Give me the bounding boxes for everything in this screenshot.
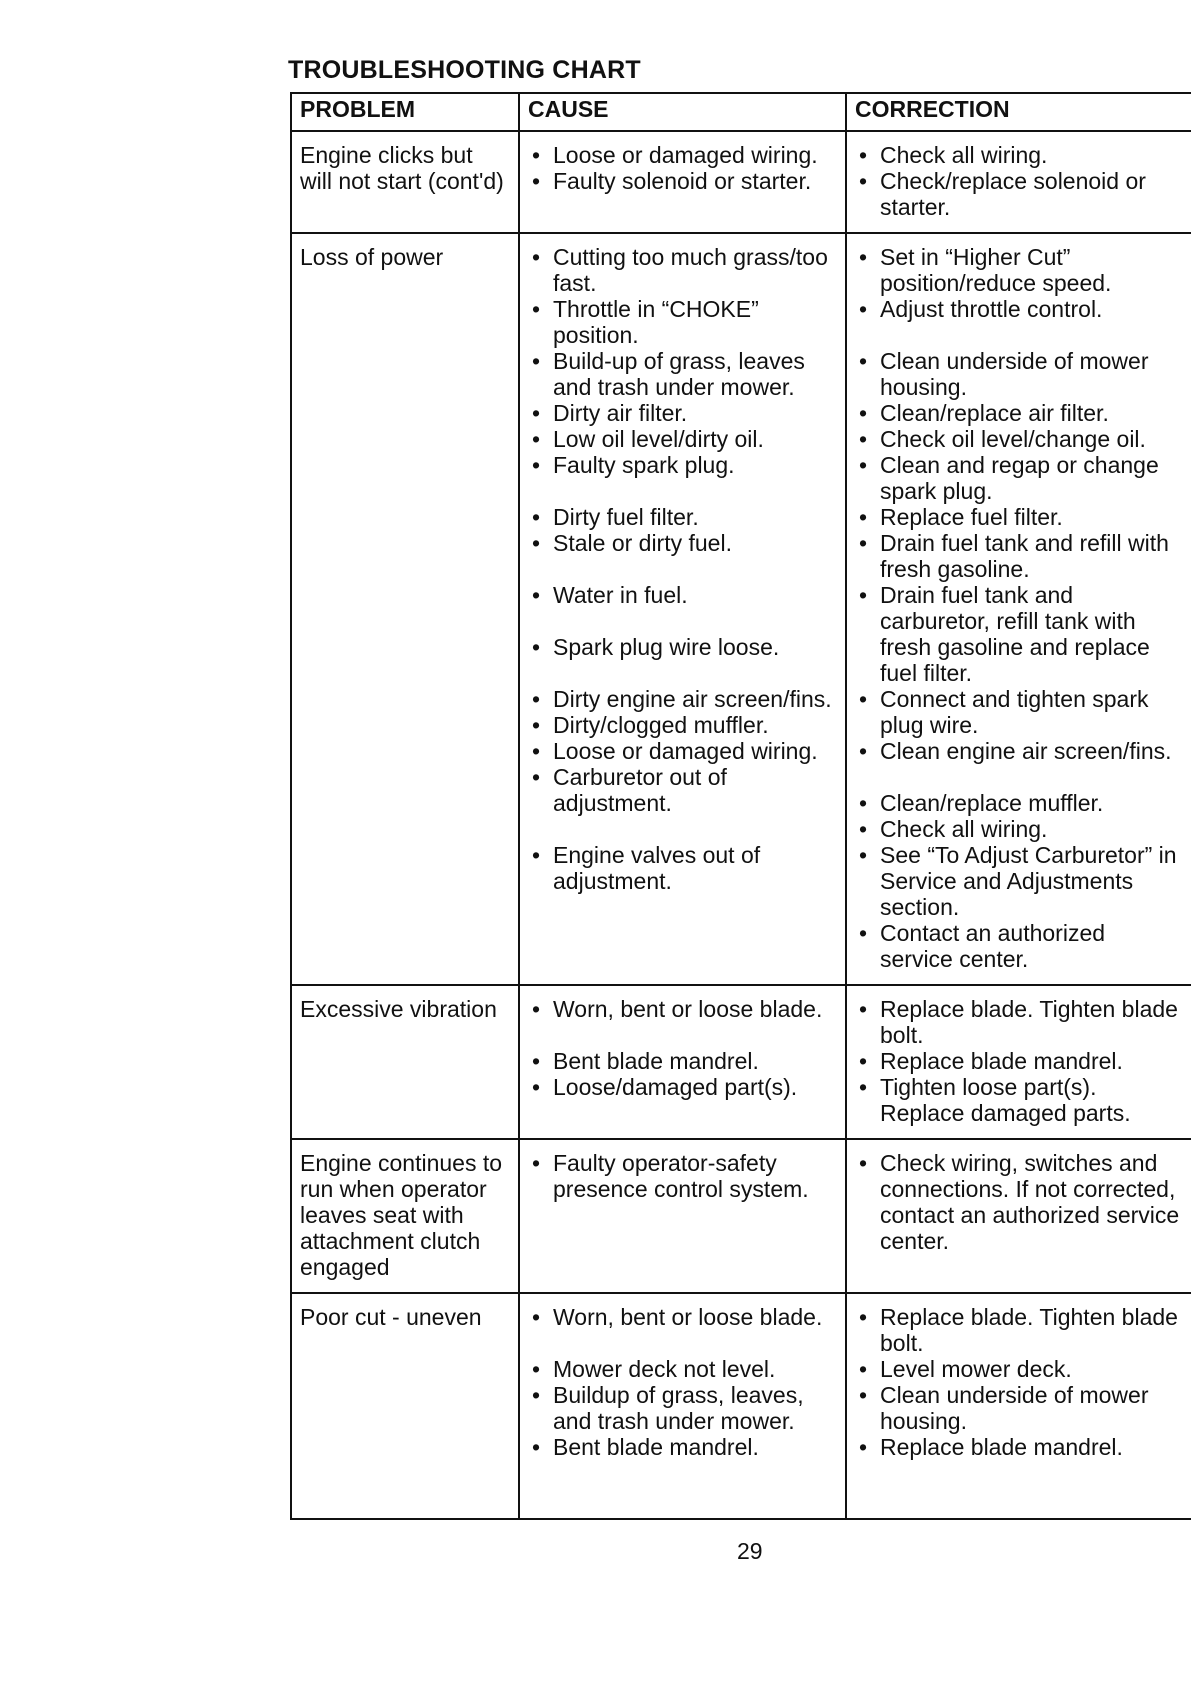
correction-item: • Clean engine air screen/fins. — [855, 738, 1184, 764]
cause-list — [528, 996, 837, 1100]
correction-list — [855, 244, 1184, 972]
table-row — [291, 233, 1191, 985]
cause-item: • Low oil level/dirty oil. — [528, 426, 837, 452]
correction-cell — [846, 985, 1191, 1139]
problem-cell — [291, 233, 519, 985]
correction-item: • Replace blade. Tighten blade bolt. — [855, 1304, 1184, 1356]
cause-header: CAUSE — [519, 93, 846, 131]
correction-item: • See “To Adjust Carburetor” in Service and Adjustments section. — [855, 842, 1184, 920]
problem-cell — [291, 1139, 519, 1293]
table-row — [291, 131, 1191, 233]
cause-item: • Water in fuel. — [528, 582, 837, 608]
cause-list — [528, 142, 837, 194]
problem-text: Engine continues to run when operator leaves seat with attachment clutch engaged — [300, 1150, 503, 1280]
correction-cell — [846, 1139, 1191, 1293]
correction-item: • Check all wiring. — [855, 816, 1184, 842]
cause-list — [528, 244, 837, 894]
problem-text: Loss of power — [300, 244, 444, 270]
cause-item: • Dirty fuel filter. — [528, 504, 837, 530]
cause-item: • Bent blade mandrel. — [528, 1434, 837, 1460]
cause-item: • Loose or damaged wiring. — [528, 142, 837, 168]
cause-cell — [519, 131, 846, 233]
cause-item: • Loose or damaged wiring. — [528, 738, 837, 764]
cause-item: • Throttle in “CHOKE” position. — [528, 296, 837, 348]
correction-item: • Connect and tighten spark plug wire. — [855, 686, 1184, 738]
cause-item: • Worn, bent or loose blade. — [528, 1304, 837, 1330]
correction-item: • Replace blade. Tighten blade bolt. — [855, 996, 1184, 1048]
correction-item: • Check all wiring. — [855, 142, 1184, 168]
problem-cell — [291, 131, 519, 233]
correction-cell — [846, 1293, 1191, 1519]
problem-cell — [291, 985, 519, 1139]
cause-item: • Worn, bent or loose blade. — [528, 996, 837, 1022]
correction-item: • Clean/replace air filter. — [855, 400, 1184, 426]
problem-text: Poor cut - uneven — [300, 1304, 482, 1330]
correction-item: • Clean underside of mower housing. — [855, 348, 1184, 400]
cause-item: • Cutting too much grass/too fast. — [528, 244, 837, 296]
correction-item: • Tighten loose part(s). Replace damaged parts. — [855, 1074, 1184, 1126]
correction-item: • Contact an authorized service center. — [855, 920, 1184, 972]
cause-item: • Dirty engine air screen/fins. — [528, 686, 837, 712]
correction-header: CORRECTION — [846, 93, 1191, 131]
problem-cell — [291, 1293, 519, 1519]
correction-item: • Check/replace solenoid or starter. — [855, 168, 1184, 220]
cause-list — [528, 1150, 837, 1202]
correction-item: • Drain fuel tank and refill with fresh gasoline. — [855, 530, 1184, 582]
cause-cell — [519, 1293, 846, 1519]
page-title: TROUBLESHOOTING CHART — [288, 56, 641, 84]
cause-item: • Engine valves out of adjustment. — [528, 842, 837, 894]
correction-list — [855, 996, 1184, 1126]
table-row — [291, 1293, 1191, 1519]
cause-item: • Loose/damaged part(s). — [528, 1074, 837, 1100]
correction-item: • Clean underside of mower housing. — [855, 1382, 1184, 1434]
correction-item: • Check oil level/change oil. — [855, 426, 1184, 452]
cause-item: • Dirty air filter. — [528, 400, 837, 426]
cause-item: • Carburetor out of adjustment. — [528, 764, 837, 816]
cause-cell — [519, 1139, 846, 1293]
correction-item: • Level mower deck. — [855, 1356, 1184, 1382]
correction-list — [855, 142, 1184, 220]
cause-item: • Stale or dirty fuel. — [528, 530, 837, 556]
correction-item: • Clean/replace muffler. — [855, 790, 1184, 816]
problem-header: PROBLEM — [291, 93, 519, 131]
cause-item: • Spark plug wire loose. — [528, 634, 837, 660]
table-row — [291, 1139, 1191, 1293]
correction-item: • Set in “Higher Cut” position/reduce speed. — [855, 244, 1184, 296]
cause-item: • Faulty solenoid or starter. — [528, 168, 837, 194]
cause-item: • Faulty operator-safety presence control system. — [528, 1150, 837, 1202]
table-body — [291, 131, 1191, 1519]
cause-item: • Mower deck not level. — [528, 1356, 837, 1382]
cause-item: • Buildup of grass, leaves, and trash under mower. — [528, 1382, 837, 1434]
correction-item: • Check wiring, switches and connections. If not corrected, contact an authorized service center. — [855, 1150, 1184, 1254]
correction-item: • Clean and regap or change spark plug. — [855, 452, 1184, 504]
troubleshooting-table — [290, 92, 1191, 1520]
cause-item: • Dirty/clogged muffler. — [528, 712, 837, 738]
correction-cell — [846, 131, 1191, 233]
cause-list — [528, 1304, 837, 1460]
correction-list — [855, 1150, 1184, 1254]
cause-item: • Build-up of grass, leaves and trash under mower. — [528, 348, 837, 400]
table-row — [291, 985, 1191, 1139]
correction-list — [855, 1304, 1184, 1460]
page-number: 29 — [737, 1538, 763, 1564]
correction-item: • Adjust throttle control. — [855, 296, 1184, 322]
cause-item: • Faulty spark plug. — [528, 452, 837, 478]
cause-cell — [519, 233, 846, 985]
correction-cell — [846, 233, 1191, 985]
correction-item: • Replace blade mandrel. — [855, 1434, 1184, 1460]
cause-cell — [519, 985, 846, 1139]
problem-text: Engine clicks but will not start (cont'd) — [300, 142, 504, 194]
problem-text: Excessive vibration — [300, 996, 497, 1022]
cause-item: • Bent blade mandrel. — [528, 1048, 837, 1074]
table-header-row — [291, 93, 1191, 131]
correction-item: • Replace fuel filter. — [855, 504, 1184, 530]
correction-item: • Drain fuel tank and carburetor, refill tank with fresh gasoline and replace fuel filter. — [855, 582, 1184, 686]
correction-item: • Replace blade mandrel. — [855, 1048, 1184, 1074]
